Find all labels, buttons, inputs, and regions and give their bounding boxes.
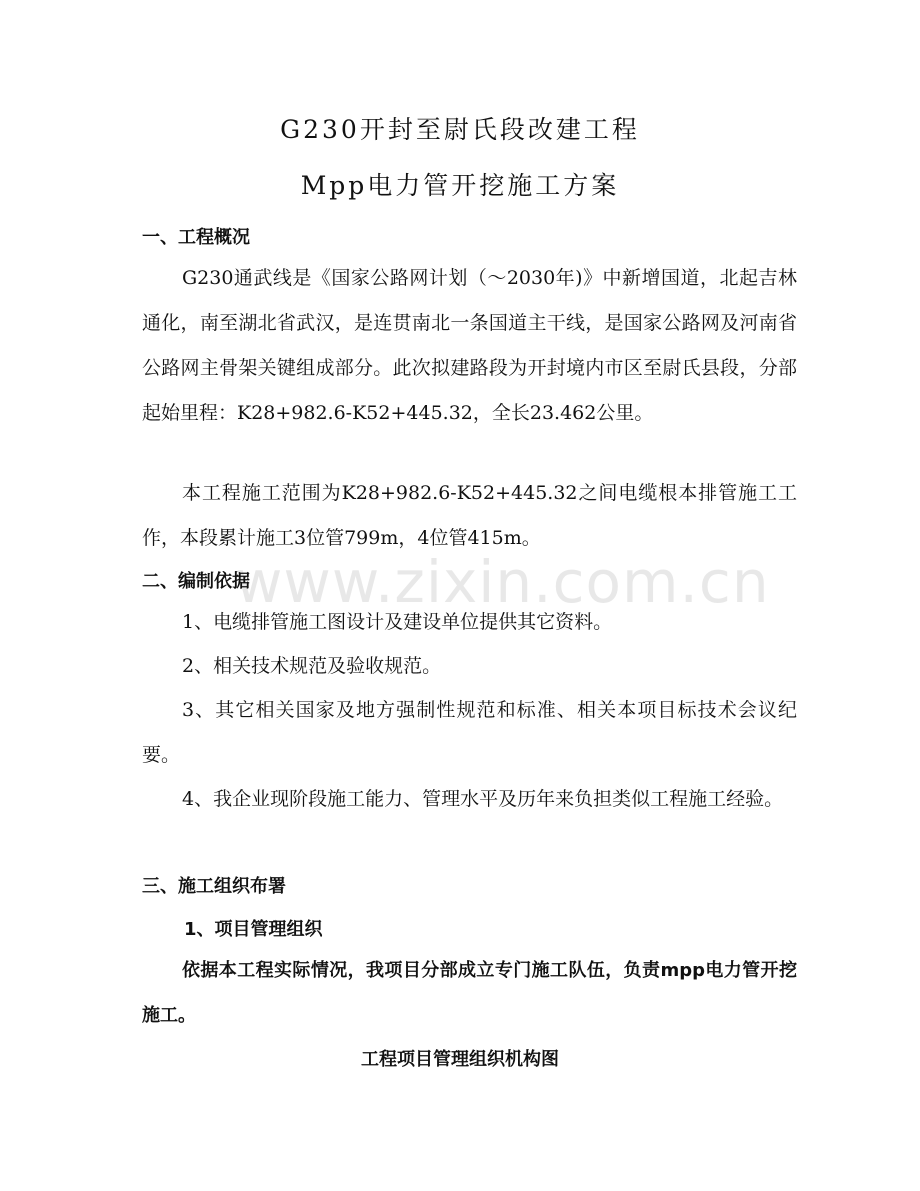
section1-heading: 一、工程概况 (142, 227, 250, 248)
org-chart-caption: 工程项目管理组织机构图 (361, 1049, 559, 1070)
document-title-line2: Mpp电力管开挖施工方案 (300, 171, 620, 200)
section2-heading: 二、编制依据 (142, 571, 250, 592)
document-title-line1: G230开封至尉氏段改建工程 (280, 115, 640, 144)
section3-heading: 三、施工组织布署 (142, 876, 286, 897)
section2-item1: 1、电缆排管施工图设计及建设单位提供其它资料。 (182, 611, 613, 633)
section3-subheading: 1、项目管理组织 (184, 919, 323, 940)
section3-paragraph1: 依据本工程实际情况，我项目分部成立专门施工队伍，负责mpp电力管开挖施工。 (142, 960, 797, 1026)
section2-item2: 2、相关技术规范及验收规范。 (182, 655, 442, 677)
section2-item3: 3、其它相关国家及地方强制性规范和标准、相关本项目标技术会议纪要。 (142, 699, 797, 766)
section1-paragraph2: 本工程施工范围为K28+982.6-K52+445.32之间电缆根本排管施工工作，本段累计施工3位管799m，4位管415m。 (142, 482, 797, 549)
section1-paragraph1: G230通武线是《国家公路网计划（～2030年)》中新增国道，北起吉林通化，南至湖北省武汉，是连贯南北一条国道主干线，是国家公路网及河南省公路网主骨架关键组成部分。此次拟建路段为开封境内市区至尉氏县段，分部起始里程：K28+982.6-K52+445.32，全长23.462公里。 (142, 267, 797, 424)
section2-item4: 4、我企业现阶段施工能力、管理水平及历年来负担类似工程施工经验。 (182, 788, 784, 810)
watermark-text: www.zixin.com.cn (235, 548, 770, 616)
